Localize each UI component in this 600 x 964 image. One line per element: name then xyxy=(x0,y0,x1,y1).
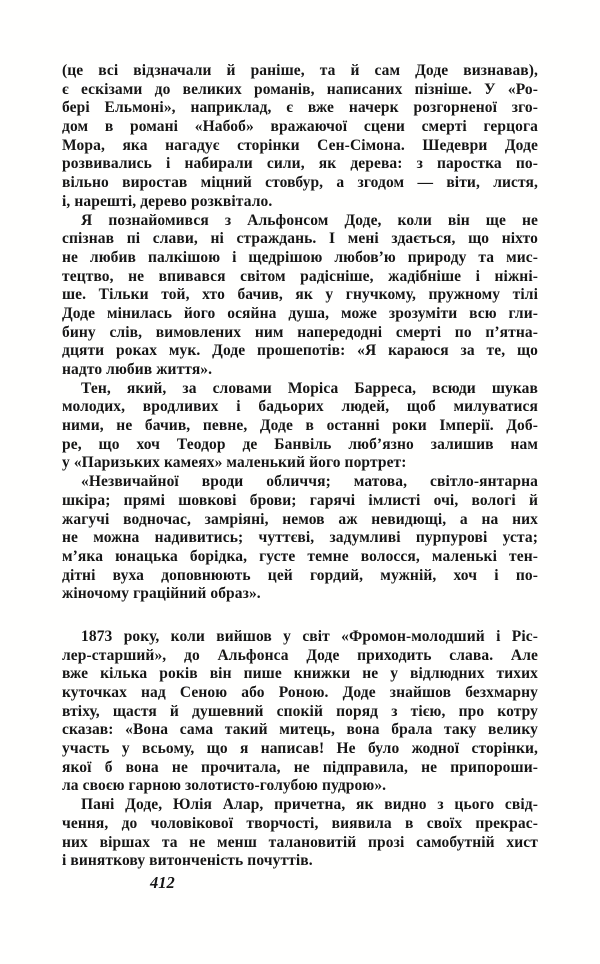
text-line: участь у всьому, що я написав! Не було жодної сторінки, xyxy=(62,740,538,758)
text-line: молодих, вродливих і бадьорих людей, щоб милуватися xyxy=(62,398,538,416)
text-line: чення, до чоловікової творчості, виявила в своїх прекрас- xyxy=(62,814,538,832)
paragraph-2 xyxy=(62,212,538,380)
text-line: дітні вуха доповнюють цей гордий, мужній, хоч і по- xyxy=(62,566,538,584)
text-line: ре, що хоч Теодор де Банвіль люб’язно залишив нам xyxy=(62,435,538,453)
text-column xyxy=(62,62,538,871)
text-line: надто любив життя». xyxy=(62,361,213,378)
text-line: втіху, щастя й душевний спокій поряд з тією, про котру xyxy=(62,702,538,720)
text-line: ними, не бачив, певне, Доде в останні роки Імперії. Доб- xyxy=(62,417,538,435)
text-line: не можна надивитись; чуттєві, задумливі пурпурові уста; xyxy=(62,529,538,547)
paragraph-6 xyxy=(62,796,538,871)
text-line: Доде мінилась його осяйна душа, може зрозуміти всю гли- xyxy=(62,304,538,322)
text-line: Мора, яка нагадує сторінки Сен-Сімона. Шедеври Доде xyxy=(62,136,538,154)
text-line: не любив палкішою і щедрішою любов’ю природу та мис- xyxy=(62,248,538,266)
text-line: куточках над Сеною або Роною. Доде знайшов безхмарну xyxy=(62,684,538,701)
text-line: дцяти роках мук. Доде прошепотів: «Я караюся за те, що xyxy=(62,342,538,360)
text-line: «Незвичайної вроди обличчя; матова, світло-янтарна xyxy=(81,473,538,491)
text-line: дом в романі «Набоб» вражаючої сцени смерті герцога xyxy=(62,118,538,136)
paragraph-3 xyxy=(62,380,538,473)
text-line: Я познайомився з Альфонсом Доде, коли він ще не xyxy=(81,211,538,229)
text-line: Тен, який, за словами Моріса Барреса, всюди шукав xyxy=(81,379,538,397)
text-line: спізнав пі слави, ні страждань. І мені здається, що ніхто xyxy=(62,230,538,248)
text-line: Пані Доде, Юлія Алар, причетна, як видно з цього свід- xyxy=(81,796,538,814)
text-line: вже кілька років він пише книжки не у відлюдних тихих xyxy=(62,665,538,683)
text-line: (це всі відзначали й раніше, та й сам Доде визнавав), xyxy=(62,62,538,79)
text-line: бері Ельмоні», наприклад, є вже начерк розгорненої зго- xyxy=(62,99,538,117)
page-number: 412 xyxy=(150,873,175,892)
paragraph-1 xyxy=(62,62,538,212)
paragraph-5 xyxy=(62,628,538,796)
text-line: тецтво, не впивався світом радісніше, жадібніше і ніжні- xyxy=(62,267,538,285)
text-line: у «Паризьких камеях» маленький його портрет: xyxy=(62,454,407,472)
paragraph-4 xyxy=(62,473,538,604)
text-line: і, нарешті, дерево розквітало. xyxy=(62,192,273,210)
text-line: і виняткову витонченість почуттів. xyxy=(62,852,313,870)
text-line: якої б вона не прочитала, не підправила, не припороши- xyxy=(62,758,538,776)
text-line: 1873 року, коли вийшов у світ «Фромон-молодший і Ріс- xyxy=(81,627,538,645)
text-line: ше. Тільки той, хто бачив, як у гнучкому, пружному тілі xyxy=(62,286,538,304)
text-line: них віршах та не менш талановитій прозі самобутній хист xyxy=(62,833,538,851)
text-line: бину слів, вимовлених ним напередодні смерті по п’ятна- xyxy=(62,323,538,341)
text-line: жагучі водночас, замріяні, немов аж невидющі, а на них xyxy=(62,510,538,528)
text-line: розвивались і набирали сили, як дерева: з паростка по- xyxy=(62,155,538,173)
text-line: жіночому граційний образ». xyxy=(62,585,261,603)
text-line: м’яка юнацька борідка, густе темне волосся, маленькі тен- xyxy=(62,547,538,565)
text-line: вільно виростав міцний стовбур, а згодом — віти, листя, xyxy=(62,174,538,192)
text-line: сказав: «Вона сама такий митець, вона брала таку велику xyxy=(62,721,538,739)
text-line: ла своєю гарною золотисто-голубою пудрою». xyxy=(62,777,387,795)
text-line: шкіра; прямі шовкові брови; гарячі імлисті очі, вологі й xyxy=(62,491,538,509)
text-line: є ескізами до великих романів, написаних пізніше. У «Ро- xyxy=(62,80,538,98)
text-line: лер-старший», до Альфонса Доде приходить слава. Але xyxy=(62,646,538,664)
